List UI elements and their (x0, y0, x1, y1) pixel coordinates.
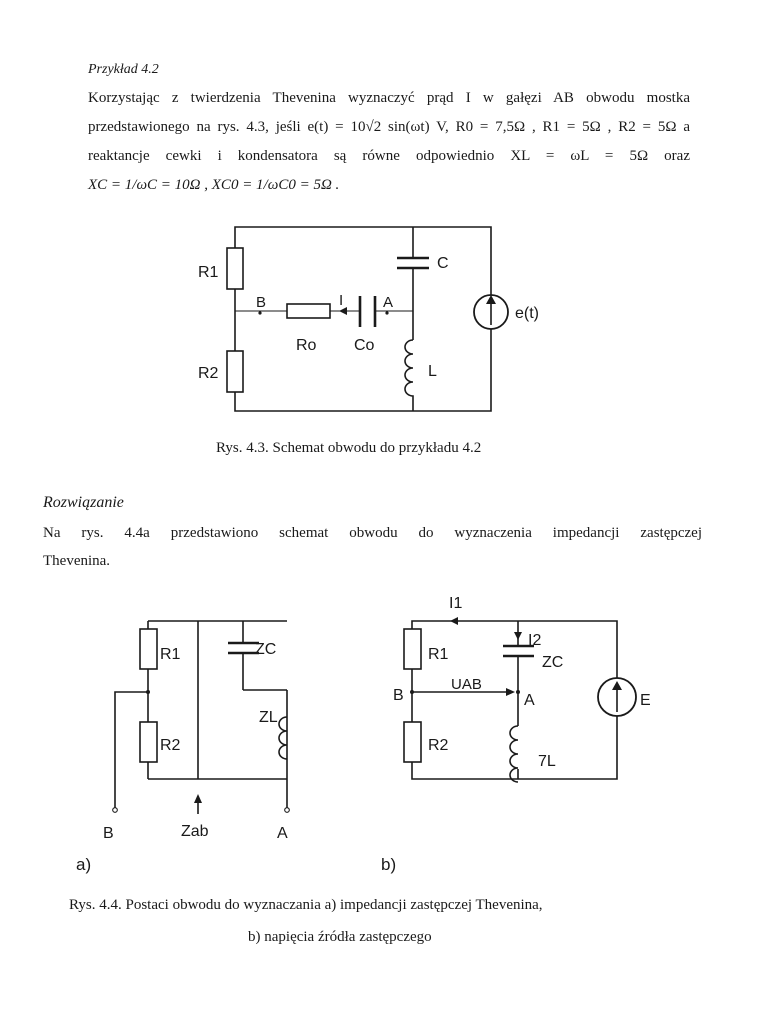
solution-line-2: Thevenina. (43, 553, 111, 569)
solution-title: Rozwiązanie (43, 494, 124, 511)
problem-line-3: reaktancje cewki i kondensatora są równe odpowiednio XL = ωL = 5Ω oraz (88, 148, 690, 164)
inductor-l (405, 340, 413, 411)
label-i1: I1 (449, 595, 463, 612)
label-zc-a: ZC (255, 641, 277, 658)
resistor-r0 (287, 304, 330, 318)
label-node-b-b: B (393, 687, 404, 704)
zab-arrow-icon (194, 794, 202, 803)
problem-line-4: XC = 1/ωC = 10Ω , XC0 = 1/ωC0 = 5Ω . (88, 177, 340, 193)
label-r2-b: R2 (428, 737, 449, 754)
label-terminal-a: A (277, 825, 288, 842)
label-c: C (437, 255, 449, 272)
label-uab: UAB (451, 676, 482, 693)
label-r2-a: R2 (160, 737, 181, 754)
label-source-e: E (640, 692, 651, 709)
resistor-r1-b (404, 629, 421, 669)
example-title: Przykład 4.2 (88, 62, 159, 77)
label-source: e(t) (515, 305, 539, 322)
label-subfig-a: a) (76, 855, 92, 874)
resistor-r2-a (140, 722, 157, 762)
label-i2: I2 (528, 632, 542, 649)
label-r1-b: R1 (428, 646, 449, 663)
figure-4-4-caption-line-1: Rys. 4.4. Postaci obwodu do wyznaczania a) impedancji zastępczej Thevenina, (69, 897, 543, 913)
label-r1-a: R1 (160, 646, 181, 663)
capacitor-c0 (360, 296, 375, 327)
label-r1: R1 (198, 264, 219, 281)
i1-arrow-icon (450, 617, 458, 625)
figure-4-4-caption-line-2: b) napięcia źródła zastępczego (248, 929, 432, 945)
label-node-a-b: A (524, 692, 535, 709)
inductor-zl-b (510, 726, 518, 782)
label-r0: Ro (296, 337, 317, 354)
label-zl-b: 7L (538, 753, 556, 770)
i2-arrow-icon (514, 632, 522, 640)
label-node-b: B (256, 294, 267, 311)
resistor-r2 (227, 351, 243, 392)
uab-arrow-icon (506, 688, 515, 696)
inductor-zl-a (279, 717, 287, 759)
capacitor-c (397, 258, 429, 268)
resistor-r1-a (140, 629, 157, 669)
label-current: I (339, 292, 344, 309)
resistor-r1 (227, 248, 243, 289)
figure-4-3-caption: Rys. 4.3. Schemat obwodu do przykładu 4.2 (216, 440, 482, 456)
label-zc-b: ZC (542, 654, 564, 671)
label-r2: R2 (198, 365, 219, 382)
label-l: L (428, 363, 437, 380)
solution-line-1: Na rys. 4.4a przedstawiono schemat obwodu do wyznaczenia impedancji zastępczej (43, 525, 702, 541)
label-zab: Zab (181, 823, 209, 840)
problem-line-2: przedstawionego na rys. 4.3, jeśli e(t) = 10√2 sin(ωt) V, R0 = 7,5Ω , R1 = 5Ω , R2 = 5Ω a (88, 119, 690, 135)
resistor-r2-b (404, 722, 421, 762)
label-zl-a: ZL (259, 709, 278, 726)
label-terminal-b: B (103, 825, 114, 842)
solution-text (43, 519, 702, 575)
label-node-a: A (383, 294, 394, 311)
label-subfig-b: b) (381, 855, 397, 874)
label-c0: Co (354, 337, 375, 354)
problem-line-1: Korzystając z twierdzenia Thevenina wyznaczyć prąd I w gałęzi AB obwodu mostka (88, 90, 690, 106)
